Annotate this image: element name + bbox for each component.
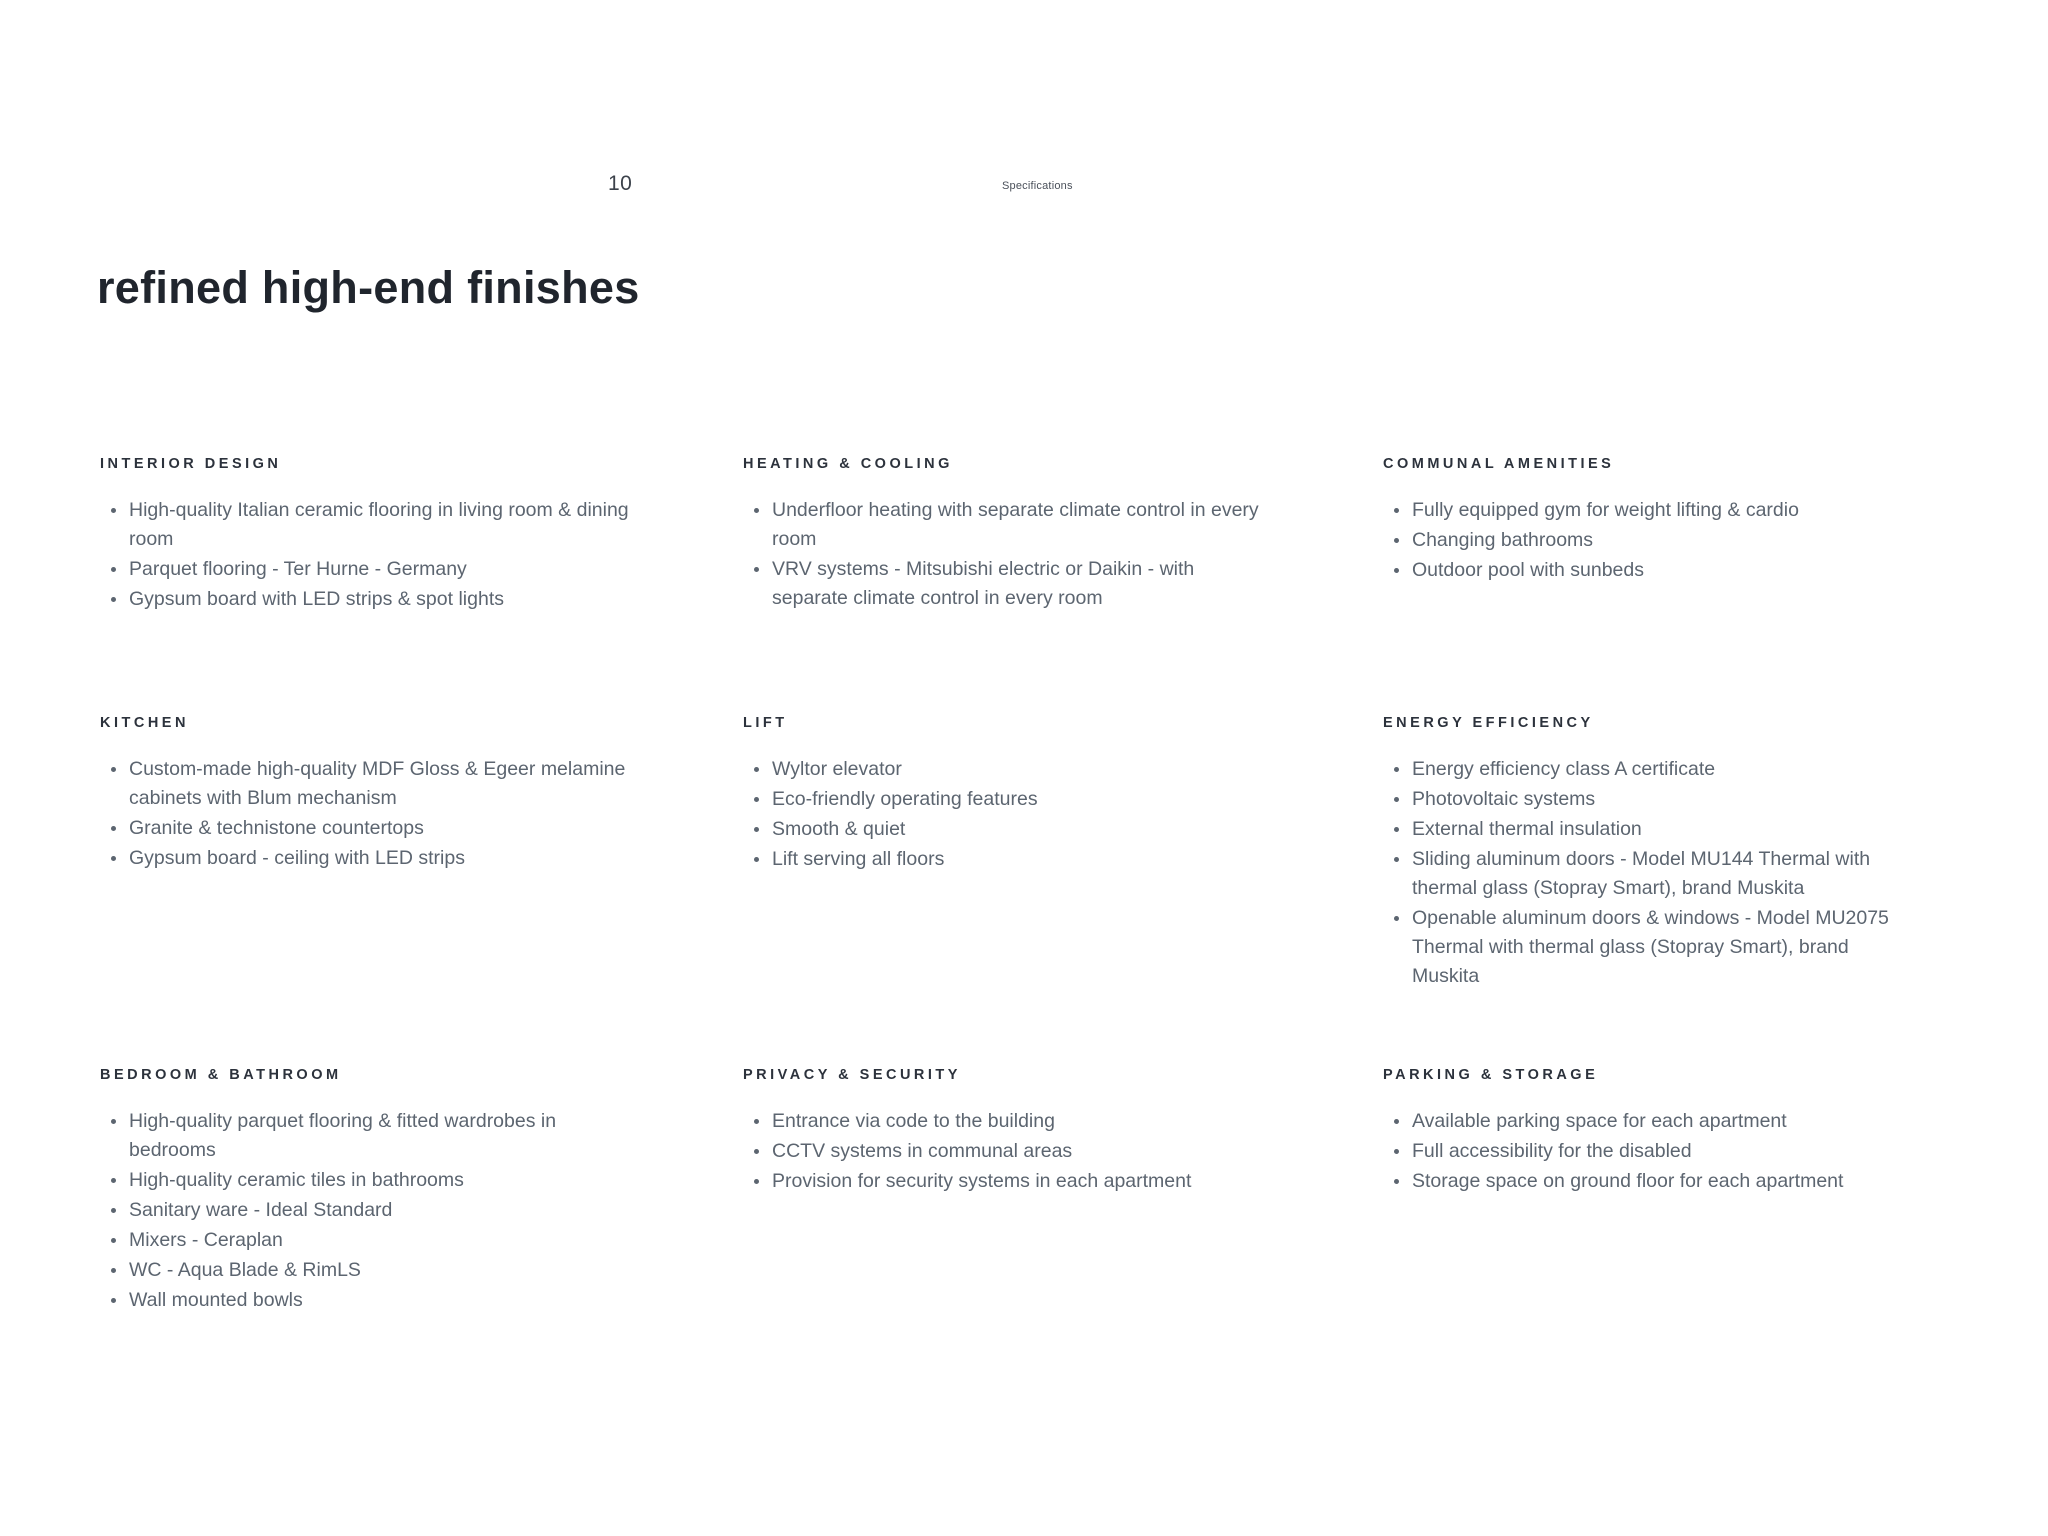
list-item: Entrance via code to the building bbox=[743, 1107, 1263, 1136]
list-item: CCTV systems in communal areas bbox=[743, 1137, 1263, 1166]
list-item: Underfloor heating with separate climate control in every room bbox=[743, 496, 1263, 554]
list-item: WC - Aqua Blade & RimLS bbox=[100, 1256, 635, 1285]
section-heading: PRIVACY & SECURITY bbox=[743, 1067, 961, 1083]
section-interior-design bbox=[100, 455, 683, 714]
section-list bbox=[743, 1107, 1263, 1196]
list-item: High-quality ceramic tiles in bathrooms bbox=[100, 1166, 635, 1195]
section-heading: HEATING & COOLING bbox=[743, 456, 953, 472]
section-heading: PARKING & STORAGE bbox=[1383, 1067, 1599, 1083]
list-item: Lift serving all floors bbox=[743, 845, 1263, 874]
list-item: VRV systems - Mitsubishi electric or Daikin - with separate climate control in every room bbox=[743, 555, 1263, 613]
list-item: Gypsum board - ceiling with LED strips bbox=[100, 844, 635, 873]
header-label: Specifications bbox=[1002, 180, 1073, 192]
section-list bbox=[1383, 496, 1899, 585]
list-item: Parquet flooring - Ter Hurne - Germany bbox=[100, 555, 635, 584]
list-item: Wall mounted bowls bbox=[100, 1286, 635, 1315]
section-kitchen bbox=[100, 714, 683, 1066]
list-item: Granite & technistone countertops bbox=[100, 814, 635, 843]
list-item: High-quality Italian ceramic flooring in living room & dining room bbox=[100, 496, 635, 554]
section-lift bbox=[743, 714, 1323, 1066]
list-item: High-quality parquet flooring & fitted wardrobes in bedrooms bbox=[100, 1107, 635, 1165]
section-privacy-security bbox=[743, 1066, 1323, 1316]
specifications-grid bbox=[100, 455, 2012, 1316]
list-item: Openable aluminum doors & windows - Model MU2075 Thermal with thermal glass (Stopray Smart), brand Muskita bbox=[1383, 904, 1899, 991]
list-item: Full accessibility for the disabled bbox=[1383, 1137, 1899, 1166]
section-list bbox=[1383, 755, 1899, 991]
section-parking-storage bbox=[1383, 1066, 2012, 1316]
section-list bbox=[100, 1107, 635, 1315]
section-list bbox=[100, 755, 635, 873]
section-heading: INTERIOR DESIGN bbox=[100, 456, 282, 472]
list-item: Fully equipped gym for weight lifting & cardio bbox=[1383, 496, 1899, 525]
section-bedroom-bathroom bbox=[100, 1066, 683, 1316]
list-item: Energy efficiency class A certificate bbox=[1383, 755, 1899, 784]
list-item: Wyltor elevator bbox=[743, 755, 1263, 784]
section-heading: BEDROOM & BATHROOM bbox=[100, 1067, 342, 1083]
section-heading: LIFT bbox=[743, 715, 788, 731]
list-item: External thermal insulation bbox=[1383, 815, 1899, 844]
list-item: Custom-made high-quality MDF Gloss & Egeer melamine cabinets with Blum mechanism bbox=[100, 755, 635, 813]
list-item: Eco-friendly operating features bbox=[743, 785, 1263, 814]
list-item: Gypsum board with LED strips & spot lights bbox=[100, 585, 635, 614]
section-list bbox=[743, 496, 1263, 613]
section-heading: COMMUNAL AMENITIES bbox=[1383, 456, 1615, 472]
section-heading: ENERGY EFFICIENCY bbox=[1383, 715, 1594, 731]
section-heating-cooling bbox=[743, 455, 1323, 714]
section-energy-efficiency bbox=[1383, 714, 2012, 1066]
section-list bbox=[100, 496, 635, 614]
section-list bbox=[743, 755, 1263, 874]
list-item: Available parking space for each apartment bbox=[1383, 1107, 1899, 1136]
section-heading: KITCHEN bbox=[100, 715, 189, 731]
page-number: 10 bbox=[608, 172, 633, 195]
list-item: Sliding aluminum doors - Model MU144 Thermal with thermal glass (Stopray Smart), brand Muskita bbox=[1383, 845, 1899, 903]
list-item: Smooth & quiet bbox=[743, 815, 1263, 844]
page-title: refined high-end finishes bbox=[97, 262, 640, 313]
list-item: Mixers - Ceraplan bbox=[100, 1226, 635, 1255]
list-item: Sanitary ware - Ideal Standard bbox=[100, 1196, 635, 1225]
list-item: Provision for security systems in each apartment bbox=[743, 1167, 1263, 1196]
list-item: Photovoltaic systems bbox=[1383, 785, 1899, 814]
section-communal-amenities bbox=[1383, 455, 2012, 714]
section-list bbox=[1383, 1107, 1899, 1196]
list-item: Outdoor pool with sunbeds bbox=[1383, 556, 1899, 585]
list-item: Storage space on ground floor for each apartment bbox=[1383, 1167, 1899, 1196]
list-item: Changing bathrooms bbox=[1383, 526, 1899, 555]
